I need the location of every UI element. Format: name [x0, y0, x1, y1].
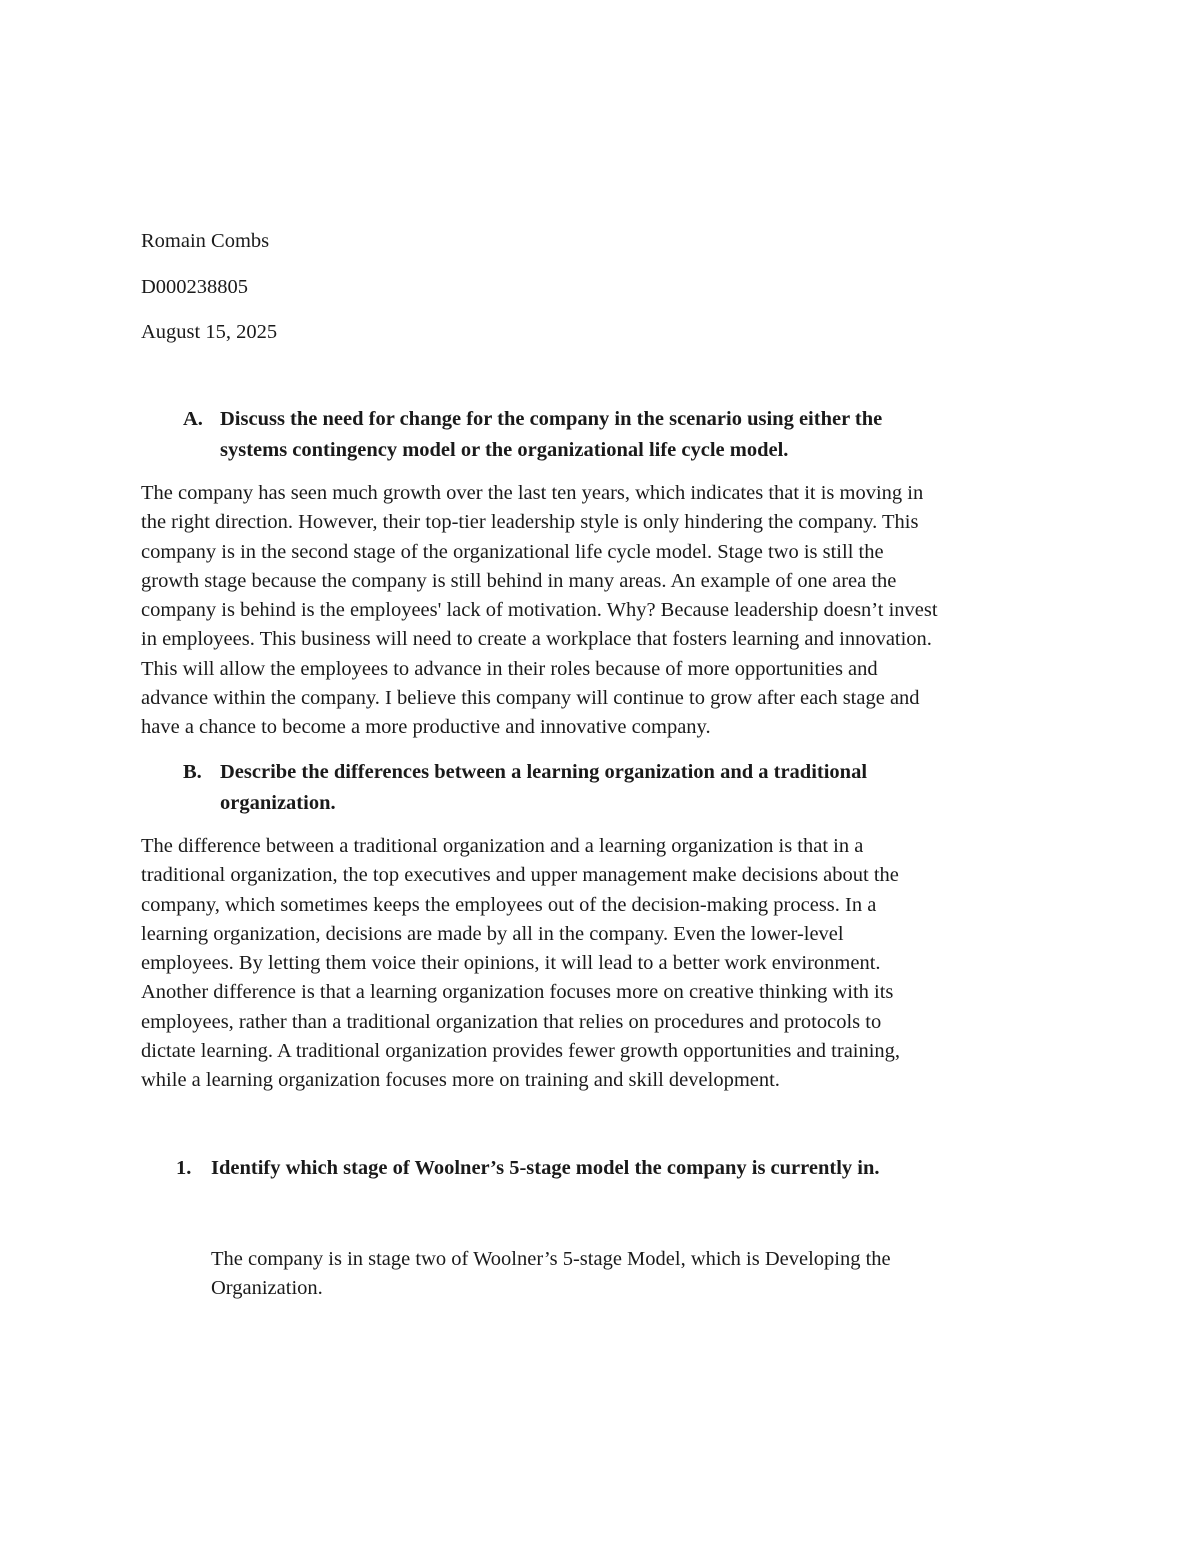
answer-a-line: growth stage because the company is still behind in many areas. An example of one area the	[141, 569, 897, 592]
answer-a-paragraph	[141, 479, 938, 743]
answer-b-line: company, which sometimes keeps the employees out of the decision-making process. In a	[141, 893, 877, 916]
answer-a-line: company is behind is the employees' lack of motivation. Why? Because leadership doesn’t invest	[141, 599, 938, 622]
question-b-text	[220, 757, 867, 819]
answer-b-line: learning organization, decisions are made by all in the company. Even the lower-level	[141, 922, 844, 945]
answer-a-line: advance within the company. I believe this company will continue to grow after each stage and	[141, 687, 920, 710]
question-a-text	[220, 404, 882, 466]
answer-a-line: This will allow the employees to advance in their roles because of more opportunities and	[141, 657, 878, 680]
answer-b-line: while a learning organization focuses more on training and skill development.	[141, 1069, 780, 1092]
answer-a-line: the right direction. However, their top-tier leadership style is only hindering the company. This	[141, 511, 919, 534]
answer-a-line: have a chance to become a more productive and innovative company.	[141, 716, 711, 739]
answer-1-line: Organization.	[211, 1277, 323, 1300]
question-a-line: systems contingency model or the organizational life cycle model.	[220, 439, 789, 461]
student-id: D000238805	[141, 276, 249, 298]
answer-1-line: The company is in stage two of Woolner’s 5-stage Model, which is Developing the	[211, 1248, 891, 1270]
answer-b-line: employees, rather than a traditional organization that relies on procedures and protocols to	[141, 1010, 882, 1033]
question-b-line: Describe the differences between a learning organization and a traditional	[220, 761, 868, 783]
answer-a-line: in employees. This business will need to create a workplace that fosters learning and innovation.	[141, 628, 932, 651]
answer-b-line: traditional organization, the top executives and upper management make decisions about the	[141, 864, 899, 887]
answer-1-paragraph	[211, 1245, 891, 1304]
answer-b-line: employees. By letting them voice their opinions, it will lead to a better work environment.	[141, 952, 881, 975]
question-a-marker: A.	[183, 408, 203, 430]
question-b-line: organization.	[220, 792, 336, 814]
answer-b-line: Another difference is that a learning organization focuses more on creative thinking with its	[141, 981, 894, 1004]
answer-a-line: company is in the second stage of the organizational life cycle model. Stage two is still the	[141, 540, 884, 563]
question-1-text	[211, 1153, 880, 1184]
question-a-line: Discuss the need for change for the company in the scenario using either the	[220, 408, 883, 430]
answer-a-line: The company has seen much growth over the last ten years, which indicates that it is moving in	[141, 482, 924, 504]
answer-b-line: The difference between a traditional organization and a learning organization is that in a	[141, 835, 864, 857]
question-b-marker: B.	[183, 761, 202, 783]
author-name: Romain Combs	[141, 230, 270, 252]
document-date: August 15, 2025	[141, 321, 278, 343]
answer-b-paragraph	[141, 832, 900, 1096]
answer-b-line: dictate learning. A traditional organization provides fewer growth opportunities and training,	[141, 1040, 901, 1063]
question-1-marker: 1.	[176, 1157, 192, 1179]
question-1-line: Identify which stage of Woolner’s 5-stage model the company is currently in.	[211, 1157, 880, 1179]
